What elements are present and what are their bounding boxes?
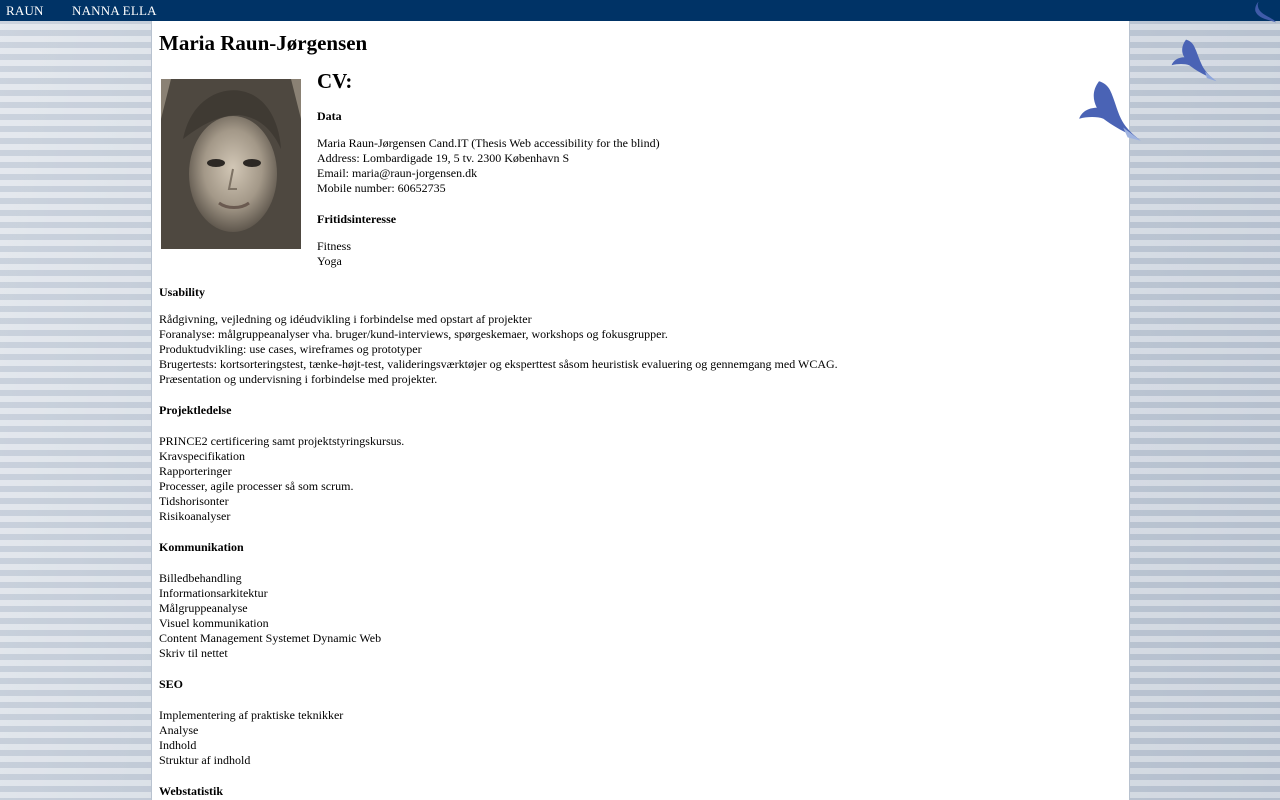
list-item: Struktur af indhold (159, 753, 251, 767)
top-nav-bar (0, 0, 1280, 21)
bird-icon (1170, 38, 1218, 82)
nav-link-raun[interactable]: RAUN (6, 3, 44, 18)
main-content (151, 21, 1130, 800)
list-item: Foranalyse: målgruppeanalyser vha. bruger/kund-interviews, spørgeskemaer, workshops og fokusgrupper. (159, 327, 668, 341)
list-item: Præsentation og undervisning i forbindelse med projekter. (159, 372, 438, 386)
section-usability-list (159, 312, 838, 387)
section-kommunikation-list (159, 571, 381, 661)
list-item: Billedbehandling (159, 571, 242, 585)
list-item: Fitness (317, 239, 352, 253)
section-title-seo: SEO (159, 677, 184, 691)
cv-heading: CV: (317, 69, 353, 93)
section-title-webstatistik: Webstatistik (159, 784, 224, 798)
list-item: Skriv til nettet (159, 646, 228, 660)
section-title-fritidsinteresse: Fritidsinteresse (317, 212, 397, 226)
list-item: PRINCE2 certificering samt projektstyringskursus. (159, 434, 405, 448)
list-item: Risikoanalyser (159, 509, 231, 523)
list-item: Informationsarkitektur (159, 586, 268, 600)
list-item: Kravspecifikation (159, 449, 245, 463)
section-data-list (317, 136, 660, 196)
list-item: Maria Raun-Jørgensen Cand.IT (Thesis Web accessibility for the blind) (317, 136, 660, 150)
bird-icon (1250, 0, 1280, 24)
section-title-projektledelse: Projektledelse (159, 403, 232, 417)
profile-photo (161, 79, 301, 249)
list-item: Mobile number: 60652735 (317, 181, 446, 195)
list-item: Address: Lombardigade 19, 5 tv. 2300 København S (317, 151, 570, 165)
list-item: Tidshorisonter (159, 494, 229, 508)
list-item: Rådgivning, vejledning og idéudvikling i forbindelse med opstart af projekter (159, 312, 532, 326)
list-item: Indhold (159, 738, 197, 752)
list-item: Analyse (159, 723, 199, 737)
list-item: Rapporteringer (159, 464, 232, 478)
list-item: Implementering af praktiske teknikker (159, 708, 344, 722)
list-item: Visuel kommunikation (159, 616, 269, 630)
list-item: Processer, agile processer så som scrum. (159, 479, 354, 493)
section-projektledelse-list (159, 434, 404, 524)
section-title-data: Data (317, 109, 342, 123)
list-item: Brugertests: kortsorteringstest, tænke-højt-test, valideringsværktøjer og eksperttest såsom heuristisk evaluering og gennemgang med WCAG. (159, 357, 838, 371)
section-title-usability: Usability (159, 285, 206, 299)
list-item: Produktudvikling: use cases, wireframes og prototyper (159, 342, 422, 356)
section-fritidsinteresse-list (317, 239, 351, 269)
list-item: Email: maria@raun-jorgensen.dk (317, 166, 478, 180)
list-item: Målgruppeanalyse (159, 601, 248, 615)
page-title: Maria Raun-Jørgensen (159, 31, 368, 55)
nav-link-nanna-ella[interactable]: NANNA ELLA (72, 3, 157, 18)
list-item: Yoga (317, 254, 342, 268)
section-seo-list (159, 708, 343, 768)
section-title-kommunikation: Kommunikation (159, 540, 244, 554)
list-item: Content Management Systemet Dynamic Web (159, 631, 382, 645)
bird-icon (1077, 79, 1143, 143)
